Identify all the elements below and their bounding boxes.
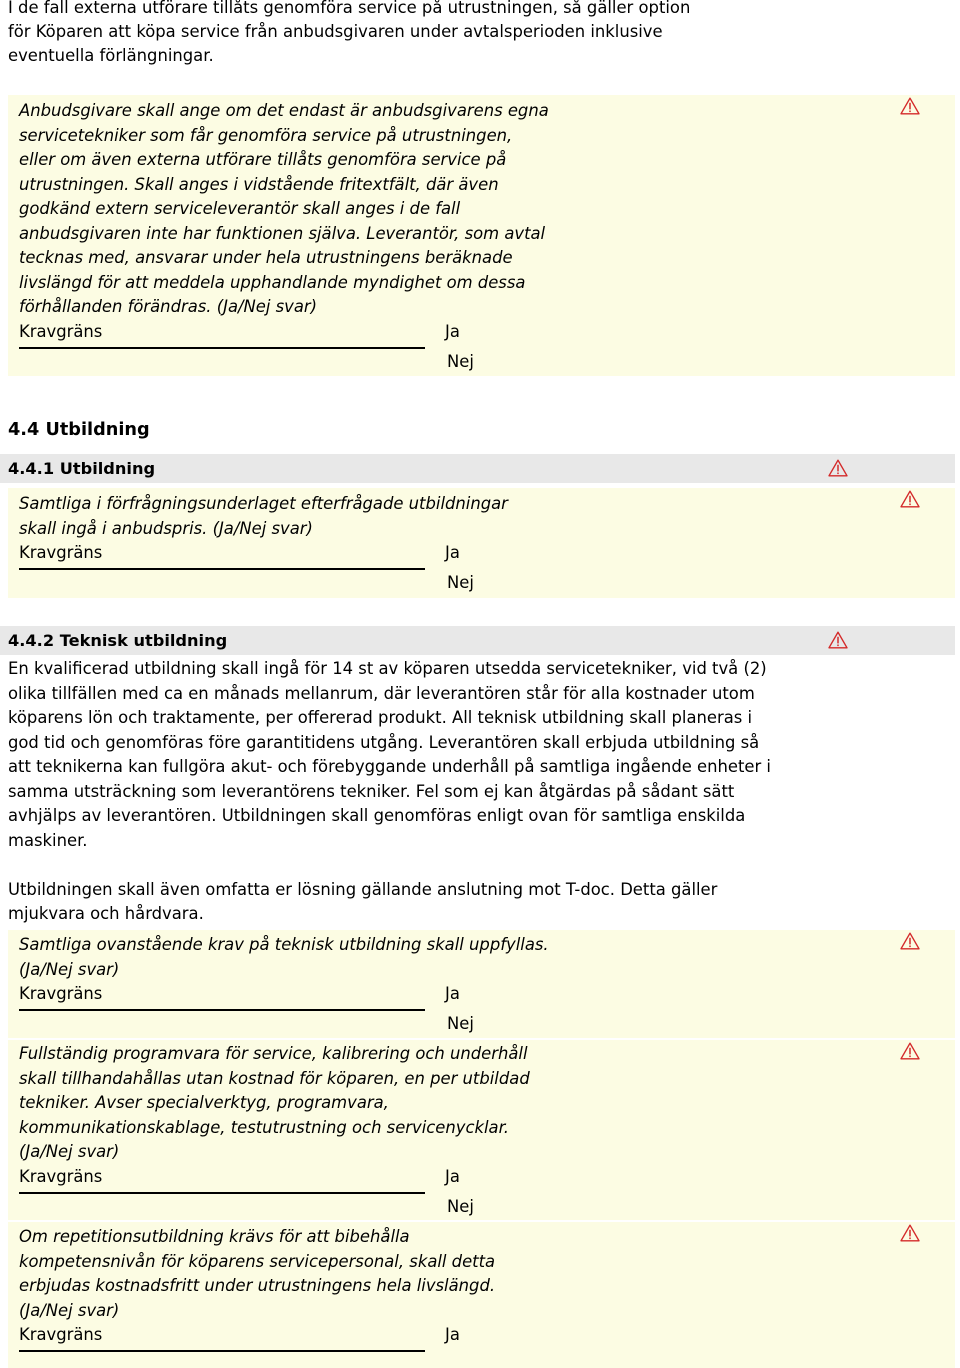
answer-option-ja: Ja <box>445 1325 460 1344</box>
answer-row <box>19 1195 955 1219</box>
requirement-box <box>8 95 955 376</box>
text-line: En kvalificerad utbildning skall ingå för 14 st av köparen utsedda servicetekniker, vid två (2) <box>8 659 767 678</box>
text-line: servicetekniker som får genomföra service på utrustningen, <box>19 125 513 145</box>
warning-icon <box>900 490 920 508</box>
threshold-line <box>19 1192 425 1194</box>
text-line: utrustningen. Skall anges i vidstående fritextfält, där även <box>19 174 499 194</box>
text-line: god tid och genomföras före garantitidens utgång. Leverantören skall erbjuda utbildning så <box>8 732 760 752</box>
text-line: eller om även externa utförare tillåts genomföra service på <box>19 150 507 169</box>
text-line: kommunikationskablage, testutrustning och servicenycklar. <box>19 1117 510 1137</box>
paragraph <box>8 878 771 927</box>
requirement-text <box>19 933 955 982</box>
requirement-box <box>8 1222 955 1368</box>
subsection-title: 4.4.1 Utbildning <box>8 459 156 478</box>
answer-row <box>19 1012 955 1036</box>
threshold-row <box>19 320 955 350</box>
body-text <box>8 657 771 927</box>
requirement-box <box>8 1040 955 1220</box>
text-line: anbudsgivaren inte har funktionen själva. Leverantör, som avtal <box>19 223 546 243</box>
answer-option-ja: Ja <box>445 543 460 562</box>
text-line: Anbudsgivare skall ange om det endast är anbudsgivarens egna <box>19 101 549 120</box>
warning-icon <box>900 932 920 950</box>
threshold-row <box>19 1165 955 1195</box>
threshold-label: Kravgräns <box>19 1325 103 1344</box>
threshold-label: Kravgräns <box>19 543 103 562</box>
text-line: (Ja/Nej svar) <box>19 959 120 979</box>
threshold-label: Kravgräns <box>19 984 103 1003</box>
requirement-text <box>19 99 955 320</box>
answer-option-ja: Ja <box>445 1166 460 1186</box>
text-line: maskiner. <box>8 830 88 850</box>
threshold-label: Kravgräns <box>19 321 103 341</box>
subsection-header <box>0 626 955 655</box>
text-line: förhållanden förändras. (Ja/Nej svar) <box>19 297 318 316</box>
section-heading: 4.4 Utbildning <box>8 420 150 440</box>
threshold-row <box>19 541 955 571</box>
answer-row <box>19 350 955 374</box>
text-line: mjukvara och hårdvara. <box>8 904 204 923</box>
requirement-box <box>8 930 955 1038</box>
text-line: Om repetitionsutbildning krävs för att bibehålla <box>19 1227 410 1246</box>
text-line: I de fall externa utförare tillåts genomföra service på utrustningen, så gäller option <box>8 0 691 17</box>
threshold-label: Kravgräns <box>19 1166 103 1186</box>
paragraph <box>8 657 771 853</box>
text-line: skall tillhandahållas utan kostnad för köparen, en per utbildad <box>19 1068 530 1088</box>
warning-icon <box>900 1042 920 1060</box>
text-line: köparens lön och traktamente, per offererad produkt. All teknisk utbildning skall planeras i <box>8 708 753 727</box>
answer-option-ja: Ja <box>445 321 460 341</box>
text-line: Samtliga i förfrågningsunderlaget efterfrågade utbildningar <box>19 494 508 513</box>
text-line: Utbildningen skall även omfatta er lösning gällande anslutning mot T-doc. Detta gäller <box>8 879 718 899</box>
answer-option-nej: Nej <box>447 1014 474 1033</box>
text-line: eventuella förlängningar. <box>8 46 214 65</box>
warning-icon <box>828 459 848 477</box>
threshold-line <box>19 1350 425 1352</box>
requirement-box <box>8 488 955 598</box>
text-line: godkänd extern serviceleverantör skall anges i de fall <box>19 199 461 218</box>
text-line: (Ja/Nej svar) <box>19 1142 120 1161</box>
text-line: avhjälps av leverantören. Utbildningen skall genomföras enligt ovan för samtliga enskilda <box>8 806 746 825</box>
warning-icon <box>900 1224 920 1242</box>
warning-icon <box>828 631 848 649</box>
intro-paragraph <box>8 0 690 68</box>
text-line: erbjudas kostnadsfritt under utrustningens hela livslängd. <box>19 1276 496 1295</box>
text-line: tecknas med, ansvarar under hela utrustningens beräknade <box>19 248 513 267</box>
subsection-title: 4.4.2 Teknisk utbildning <box>8 631 228 650</box>
text-line: kompetensnivån för köparens servicepersonal, skall detta <box>19 1251 496 1271</box>
subsection-header <box>0 454 955 483</box>
threshold-line <box>19 568 425 570</box>
answer-option-ja: Ja <box>445 984 460 1003</box>
threshold-row <box>19 982 955 1012</box>
requirement-text <box>19 1225 955 1323</box>
text-line: (Ja/Nej svar) <box>19 1300 120 1320</box>
text-line: Samtliga ovanstående krav på teknisk utbildning skall uppfyllas. <box>19 935 549 954</box>
text-line: för Köparen att köpa service från anbudsgivaren under avtalsperioden inklusive <box>8 22 663 41</box>
requirement-text <box>19 492 955 541</box>
text-line: livslängd för att meddela upphandlande myndighet om dessa <box>19 272 526 292</box>
text-line: att teknikerna kan fullgöra akut- och förebyggande underhåll på samtliga ingående enheter i <box>8 757 771 776</box>
text-line: tekniker. Avser specialverktyg, programvara, <box>19 1093 389 1112</box>
threshold-row <box>19 1323 955 1353</box>
text-line: samma utsträckning som leverantörens tekniker. Fel som ej kan åtgärdas på sådant sätt <box>8 781 735 801</box>
threshold-line <box>19 1009 425 1011</box>
answer-option-nej: Nej <box>447 573 474 592</box>
warning-icon <box>900 97 920 115</box>
threshold-line <box>19 347 425 349</box>
text-line: skall ingå i anbudspris. (Ja/Nej svar) <box>19 518 313 538</box>
text-line: Fullständig programvara för service, kalibrering och underhåll <box>19 1044 528 1063</box>
answer-row <box>19 571 955 595</box>
requirement-text <box>19 1042 955 1165</box>
text-line: olika tillfällen med ca en månads mellanrum, där leverantören står för alla kostnader utom <box>8 683 755 703</box>
answer-option-nej: Nej <box>447 1196 474 1216</box>
answer-option-nej: Nej <box>447 351 474 371</box>
